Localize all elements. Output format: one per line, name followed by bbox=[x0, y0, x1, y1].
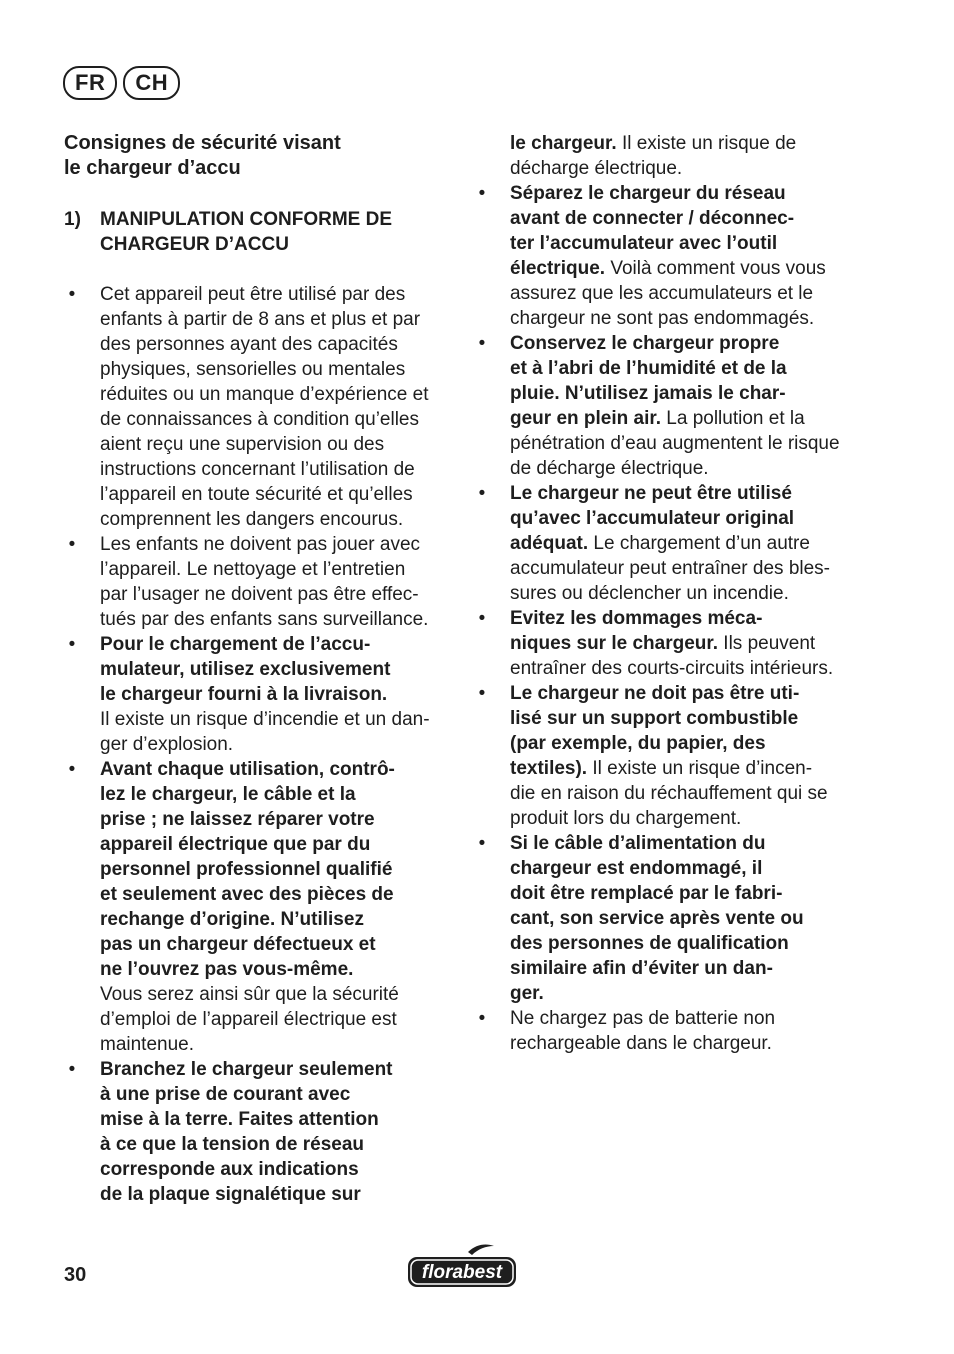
bold-text: qu’avec l’accumulateur original bbox=[510, 508, 795, 529]
text-line bbox=[100, 757, 448, 782]
text-line bbox=[100, 1182, 448, 1207]
regular-text: physiques, sensorielles ou mentales bbox=[100, 359, 406, 380]
bold-text: de la plaque signalétique sur bbox=[100, 1184, 361, 1205]
regular-text: Vous serez ainsi sûr que la sécurité bbox=[100, 984, 399, 1005]
list-item bbox=[474, 606, 858, 681]
bullet-icon: • bbox=[478, 608, 486, 629]
text-line bbox=[510, 1006, 858, 1031]
text-line bbox=[100, 782, 448, 807]
text-line bbox=[510, 406, 858, 431]
page-number: 30 bbox=[64, 1264, 87, 1286]
text-line bbox=[100, 407, 448, 432]
list-item bbox=[64, 757, 448, 1057]
regular-text: produit lors du chargement. bbox=[510, 808, 742, 829]
left-column bbox=[64, 131, 448, 1207]
regular-text: La pollution et la bbox=[661, 408, 805, 429]
bold-text: Branchez le chargeur seulement bbox=[100, 1059, 393, 1080]
text-line bbox=[510, 731, 858, 756]
bullet-icon: • bbox=[478, 833, 486, 854]
bold-text: Avant chaque utilisation, contrô- bbox=[100, 759, 395, 780]
text-line bbox=[510, 606, 858, 631]
bold-text: ger. bbox=[510, 983, 544, 1004]
regular-text: rechargeable dans le chargeur. bbox=[510, 1033, 772, 1054]
text-line bbox=[100, 332, 448, 357]
regular-text: par l’usager ne doivent pas être effec- bbox=[100, 584, 419, 605]
text-line bbox=[510, 931, 858, 956]
list-item bbox=[474, 331, 858, 481]
bold-text: corresponde aux indications bbox=[100, 1159, 359, 1180]
list-item bbox=[64, 1057, 448, 1207]
regular-text: enfants à partir de 8 ans et plus et par bbox=[100, 309, 421, 330]
bold-text: niques sur le chargeur. bbox=[510, 633, 719, 654]
bold-text: rechange d’origine. N’utilisez bbox=[100, 909, 364, 930]
regular-text: aient reçu une supervision ou des bbox=[100, 434, 385, 455]
bold-text: Séparez le chargeur du réseau bbox=[510, 183, 786, 204]
right-column bbox=[474, 131, 858, 1056]
bold-text: similaire afin d’éviter un dan- bbox=[510, 958, 773, 979]
regular-text: Le chargement d’un autre bbox=[588, 533, 810, 554]
regular-text: l’appareil. Le nettoyage et l’entretien bbox=[100, 559, 406, 580]
list-item bbox=[474, 831, 858, 1006]
bullet-icon: • bbox=[68, 534, 76, 555]
bold-text: Le chargeur ne doit pas être uti- bbox=[510, 683, 800, 704]
bold-text: appareil électrique que par du bbox=[100, 834, 371, 855]
bold-text: pluie. N’utilisez jamais le char- bbox=[510, 383, 786, 404]
bold-text: lisé sur un support combustible bbox=[510, 708, 799, 729]
regular-text: Voilà comment vous vous bbox=[605, 258, 826, 279]
list-item bbox=[474, 1006, 858, 1056]
bullet-icon: • bbox=[68, 1059, 76, 1080]
regular-text: Les enfants ne doivent pas jouer avec bbox=[100, 534, 421, 555]
list-item bbox=[64, 632, 448, 757]
text-line bbox=[510, 556, 858, 581]
subsection-number: 1) bbox=[64, 209, 81, 230]
text-line bbox=[100, 657, 448, 682]
regular-text: Cet appareil peut être utilisé par des bbox=[100, 284, 406, 305]
regular-text: Il existe un risque d’incendie et un dan- bbox=[100, 709, 430, 730]
text-line bbox=[510, 681, 858, 706]
bold-text: électrique. bbox=[510, 258, 606, 279]
text-line bbox=[510, 756, 858, 781]
text-line bbox=[100, 282, 448, 307]
text-line bbox=[510, 256, 858, 281]
regular-text: décharge électrique. bbox=[510, 158, 683, 179]
bullet-icon: • bbox=[68, 284, 76, 305]
text-line bbox=[510, 856, 858, 881]
list-item bbox=[474, 181, 858, 331]
text-line bbox=[100, 907, 448, 932]
text-line bbox=[100, 957, 448, 982]
text-line bbox=[100, 1107, 448, 1132]
regular-text: accumulateur peut entraîner des bles- bbox=[510, 558, 831, 579]
brand-logo bbox=[406, 1243, 518, 1291]
text-line bbox=[100, 857, 448, 882]
lang-badge-ch: CH bbox=[123, 66, 180, 100]
list-item bbox=[64, 532, 448, 632]
regular-text: maintenue. bbox=[100, 1034, 195, 1055]
bold-text: prise ; ne laissez réparer votre bbox=[100, 809, 375, 830]
bold-text: mulateur, utilisez exclusivement bbox=[100, 659, 391, 680]
bold-text: Pour le chargement de l’accu- bbox=[100, 634, 371, 655]
regular-text: sures ou déclencher un incendie. bbox=[510, 583, 789, 604]
bold-text: Le chargeur ne peut être utilisé bbox=[510, 483, 792, 504]
text-line bbox=[100, 582, 448, 607]
regular-text: pénétration d’eau augmentent le risque bbox=[510, 433, 840, 454]
bold-text: adéquat. bbox=[510, 533, 589, 554]
bold-text: Conservez le chargeur propre bbox=[510, 333, 780, 354]
text-line bbox=[510, 581, 858, 606]
text-line bbox=[100, 607, 448, 632]
regular-text: die en raison du réchauffement qui se bbox=[510, 783, 828, 804]
text-line bbox=[510, 1031, 858, 1056]
text-line bbox=[100, 932, 448, 957]
bold-text: pas un chargeur défectueux et bbox=[100, 934, 376, 955]
bold-text: le chargeur fourni à la livraison. bbox=[100, 684, 388, 705]
regular-text: de connaissances à condition qu’elles bbox=[100, 409, 419, 430]
bold-text: à ce que la tension de réseau bbox=[100, 1134, 364, 1155]
bullet-icon: • bbox=[478, 333, 486, 354]
text-line bbox=[510, 456, 858, 481]
florabest-logo-icon bbox=[406, 1243, 518, 1291]
bold-text: textiles). bbox=[510, 758, 588, 779]
subsection-heading: 1) MANIPULATION CONFORME DE CHARGEUR D’ACCU bbox=[64, 209, 393, 255]
language-badges bbox=[63, 66, 180, 100]
regular-text: Ne chargez pas de batterie non bbox=[510, 1008, 776, 1029]
text-line bbox=[510, 431, 858, 456]
text-line bbox=[510, 531, 858, 556]
text-line bbox=[510, 706, 858, 731]
text-line bbox=[510, 806, 858, 831]
text-line bbox=[510, 131, 858, 156]
right-bullet-list bbox=[474, 181, 858, 1056]
left-bullet-list bbox=[64, 282, 448, 1207]
section-title: Consignes de sécurité visant le chargeur d’accu bbox=[64, 132, 341, 179]
text-line bbox=[100, 1082, 448, 1107]
regular-text: Ils peuvent bbox=[718, 633, 816, 654]
text-line bbox=[510, 831, 858, 856]
text-line bbox=[510, 906, 858, 931]
bullet-icon: • bbox=[478, 1008, 486, 1029]
bold-text: à une prise de courant avec bbox=[100, 1084, 351, 1105]
bold-text: et seulement avec des pièces de bbox=[100, 884, 394, 905]
bold-text: personnel professionnel qualifié bbox=[100, 859, 393, 880]
text-line bbox=[100, 507, 448, 532]
text-line bbox=[100, 432, 448, 457]
regular-text: tués par des enfants sans surveillance. bbox=[100, 609, 429, 630]
text-line bbox=[510, 631, 858, 656]
text-line bbox=[100, 632, 448, 657]
text-line bbox=[510, 656, 858, 681]
bullet-icon: • bbox=[478, 183, 486, 204]
bullet-icon: • bbox=[68, 759, 76, 780]
bold-text: et à l’abri de l’humidité et de la bbox=[510, 358, 787, 379]
text-line bbox=[100, 1157, 448, 1182]
text-line bbox=[510, 506, 858, 531]
bold-text: chargeur est endommagé, il bbox=[510, 858, 763, 879]
text-line bbox=[510, 981, 858, 1006]
list-item bbox=[474, 481, 858, 606]
text-line bbox=[100, 357, 448, 382]
text-line bbox=[510, 881, 858, 906]
bold-text: Evitez les dommages méca- bbox=[510, 608, 763, 629]
bold-text: des personnes de qualification bbox=[510, 933, 789, 954]
bullet-icon: • bbox=[478, 483, 486, 504]
list-item bbox=[64, 282, 448, 532]
text-line bbox=[510, 306, 858, 331]
text-line bbox=[100, 382, 448, 407]
regular-text: Il existe un risque de bbox=[616, 133, 797, 154]
text-line bbox=[510, 956, 858, 981]
text-line bbox=[100, 732, 448, 757]
bullet-icon: • bbox=[68, 634, 76, 655]
text-line bbox=[100, 457, 448, 482]
bold-text: geur en plein air. bbox=[510, 408, 661, 429]
text-line bbox=[510, 331, 858, 356]
bullet-icon: • bbox=[478, 683, 486, 704]
regular-text: assurez que les accumulateurs et le bbox=[510, 283, 814, 304]
regular-text: d’emploi de l’appareil électrique est bbox=[100, 1009, 397, 1030]
text-line bbox=[100, 1007, 448, 1032]
text-line bbox=[510, 781, 858, 806]
text-line bbox=[510, 381, 858, 406]
logo-text: florabest bbox=[421, 1262, 503, 1283]
regular-text: des personnes ayant des capacités bbox=[100, 334, 398, 355]
text-line bbox=[510, 481, 858, 506]
bold-text: Si le câble d’alimentation du bbox=[510, 833, 766, 854]
bold-text: doit être remplacé par le fabri- bbox=[510, 883, 783, 904]
text-line bbox=[100, 882, 448, 907]
regular-text: instructions concernant l’utilisation de bbox=[100, 459, 415, 480]
text-line bbox=[100, 682, 448, 707]
text-line bbox=[510, 356, 858, 381]
bold-text: cant, son service après vente ou bbox=[510, 908, 804, 929]
text-line bbox=[100, 982, 448, 1007]
text-line bbox=[510, 231, 858, 256]
text-line bbox=[100, 1057, 448, 1082]
bold-text: (par exemple, du papier, des bbox=[510, 733, 766, 754]
bold-text: avant de connecter / déconnec- bbox=[510, 208, 795, 229]
text-line bbox=[100, 557, 448, 582]
text-line bbox=[100, 1132, 448, 1157]
continued-paragraph bbox=[474, 131, 858, 181]
bold-text: ne l’ouvrez pas vous-même. bbox=[100, 959, 354, 980]
text-line bbox=[100, 707, 448, 732]
regular-text: de décharge électrique. bbox=[510, 458, 709, 479]
list-item bbox=[474, 681, 858, 831]
regular-text: chargeur ne sont pas endommagés. bbox=[510, 308, 815, 329]
text-line bbox=[510, 156, 858, 181]
text-line bbox=[510, 206, 858, 231]
regular-text: ger d’explosion. bbox=[100, 734, 234, 755]
bold-text: lez le chargeur, le câble et la bbox=[100, 784, 356, 805]
bold-text: le chargeur. bbox=[510, 133, 617, 154]
text-line bbox=[510, 181, 858, 206]
lang-badge-fr: FR bbox=[63, 66, 117, 100]
text-line bbox=[100, 482, 448, 507]
text-line bbox=[100, 807, 448, 832]
text-line bbox=[100, 307, 448, 332]
text-line bbox=[100, 1032, 448, 1057]
text-line bbox=[510, 281, 858, 306]
bold-text: mise à la terre. Faites attention bbox=[100, 1109, 379, 1130]
text-line bbox=[100, 532, 448, 557]
bold-text: ter l’accumulateur avec l’outil bbox=[510, 233, 778, 254]
regular-text: comprennent les dangers encourus. bbox=[100, 509, 404, 530]
text-line bbox=[100, 832, 448, 857]
regular-text: réduites ou un manque d’expérience et bbox=[100, 384, 429, 405]
regular-text: l’appareil en toute sécurité et qu’elles bbox=[100, 484, 413, 505]
regular-text: entraîner des courts-circuits intérieurs. bbox=[510, 658, 834, 679]
regular-text: Il existe un risque d’incen- bbox=[587, 758, 813, 779]
